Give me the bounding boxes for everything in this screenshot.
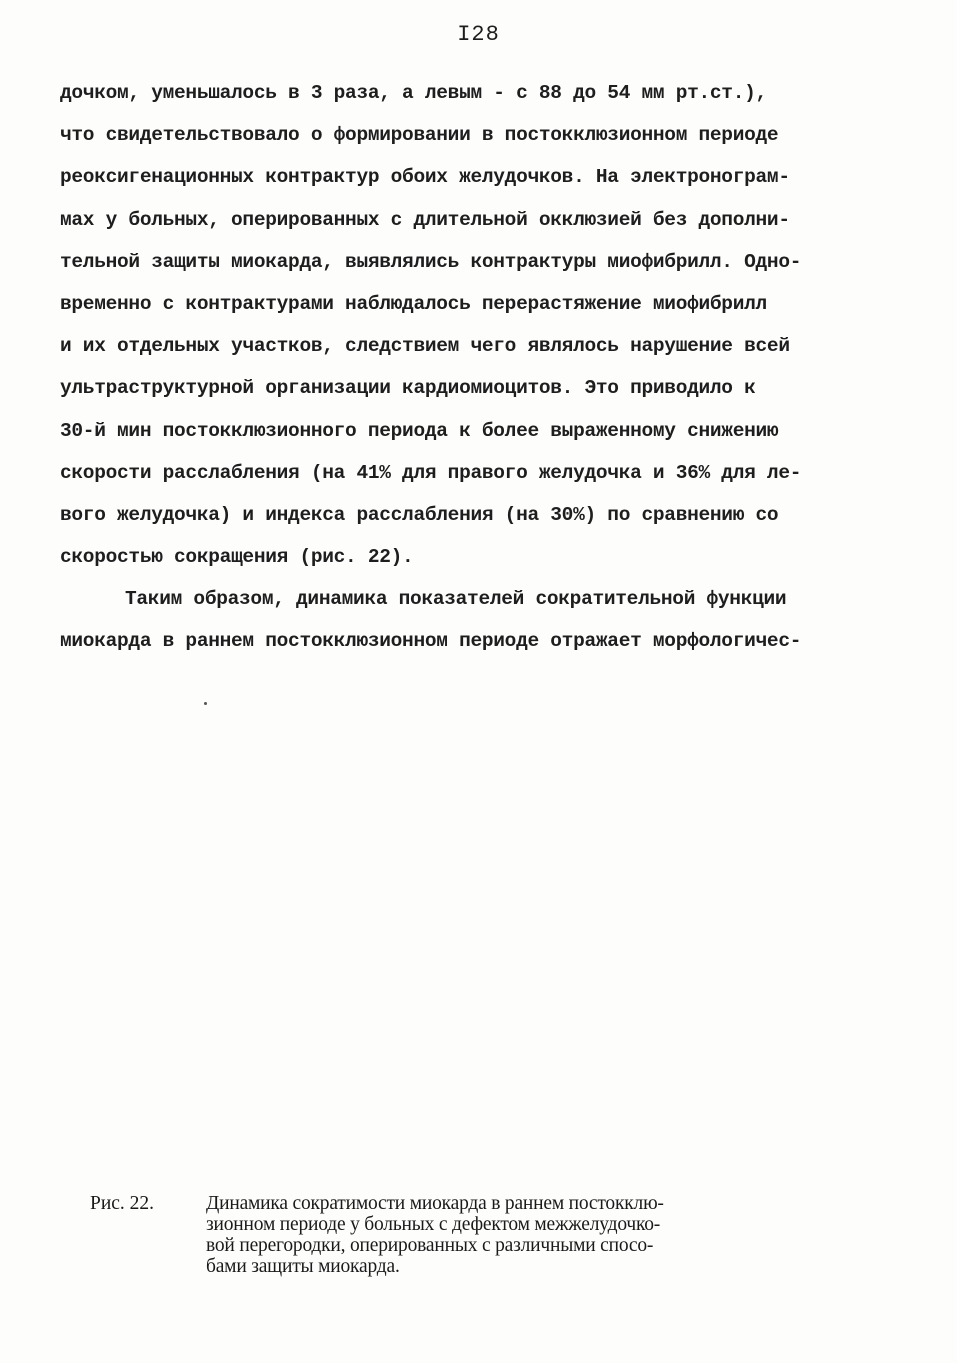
scan-speck (204, 702, 207, 705)
text-line: что свидетельствовало о формировании в постокклюзионном периоде (60, 124, 779, 147)
text-line: мах у больных, оперированных с длительной окклюзией без дополни- (60, 208, 790, 231)
caption-text (206, 1193, 886, 1277)
text-line: вого желудочка) и индекса расслабления (на 30%) по сравнению со (60, 503, 779, 526)
caption-line: зионном периоде у больных с дефектом межжелудочко- (206, 1214, 661, 1235)
text-line: скоростью сокращения (рис. 22). (60, 546, 414, 569)
caption-line: бами защиты миокарда. (206, 1256, 400, 1277)
page-number: I28 (457, 22, 500, 47)
text-line: временно с контрактурами наблюдалось перерастяжение миофибрилл (60, 292, 767, 315)
paragraph-first-line: Таким образом, динамика показателей сократительной функции (125, 588, 787, 611)
text-line: ультраструктурной организации кардиомиоцитов. Это приводило к (60, 377, 756, 400)
text-line: дочком, уменьшалось в 3 раза, а левым - с 88 до 54 мм рт.ст.), (60, 82, 767, 104)
body-text (60, 72, 910, 663)
caption-label: Рис. 22. (90, 1193, 155, 1214)
text-line: и их отдельных участков, следствием чего являлось нарушение всей (60, 335, 790, 358)
text-line: 30-й мин постокклюзионного периода к более выраженному снижению (60, 419, 779, 442)
text-line: миокарда в раннем постокклюзионном периоде отражает морфологичес- (60, 630, 802, 653)
caption-line: вой перегородки, оперированных с различными спосо- (206, 1235, 654, 1256)
caption-line: Динамика сократимости миокарда в раннем постокклю- (206, 1193, 664, 1214)
text-line: реоксигенационных контрактур обоих желудочков. На электронограм- (60, 166, 790, 189)
text-line: скорости расслабления (на 41% для правого желудочка и 36% для ле- (60, 461, 802, 484)
text-line: тельной защиты миокарда, выявлялись контрактуры миофибрилл. Одно- (60, 250, 802, 273)
